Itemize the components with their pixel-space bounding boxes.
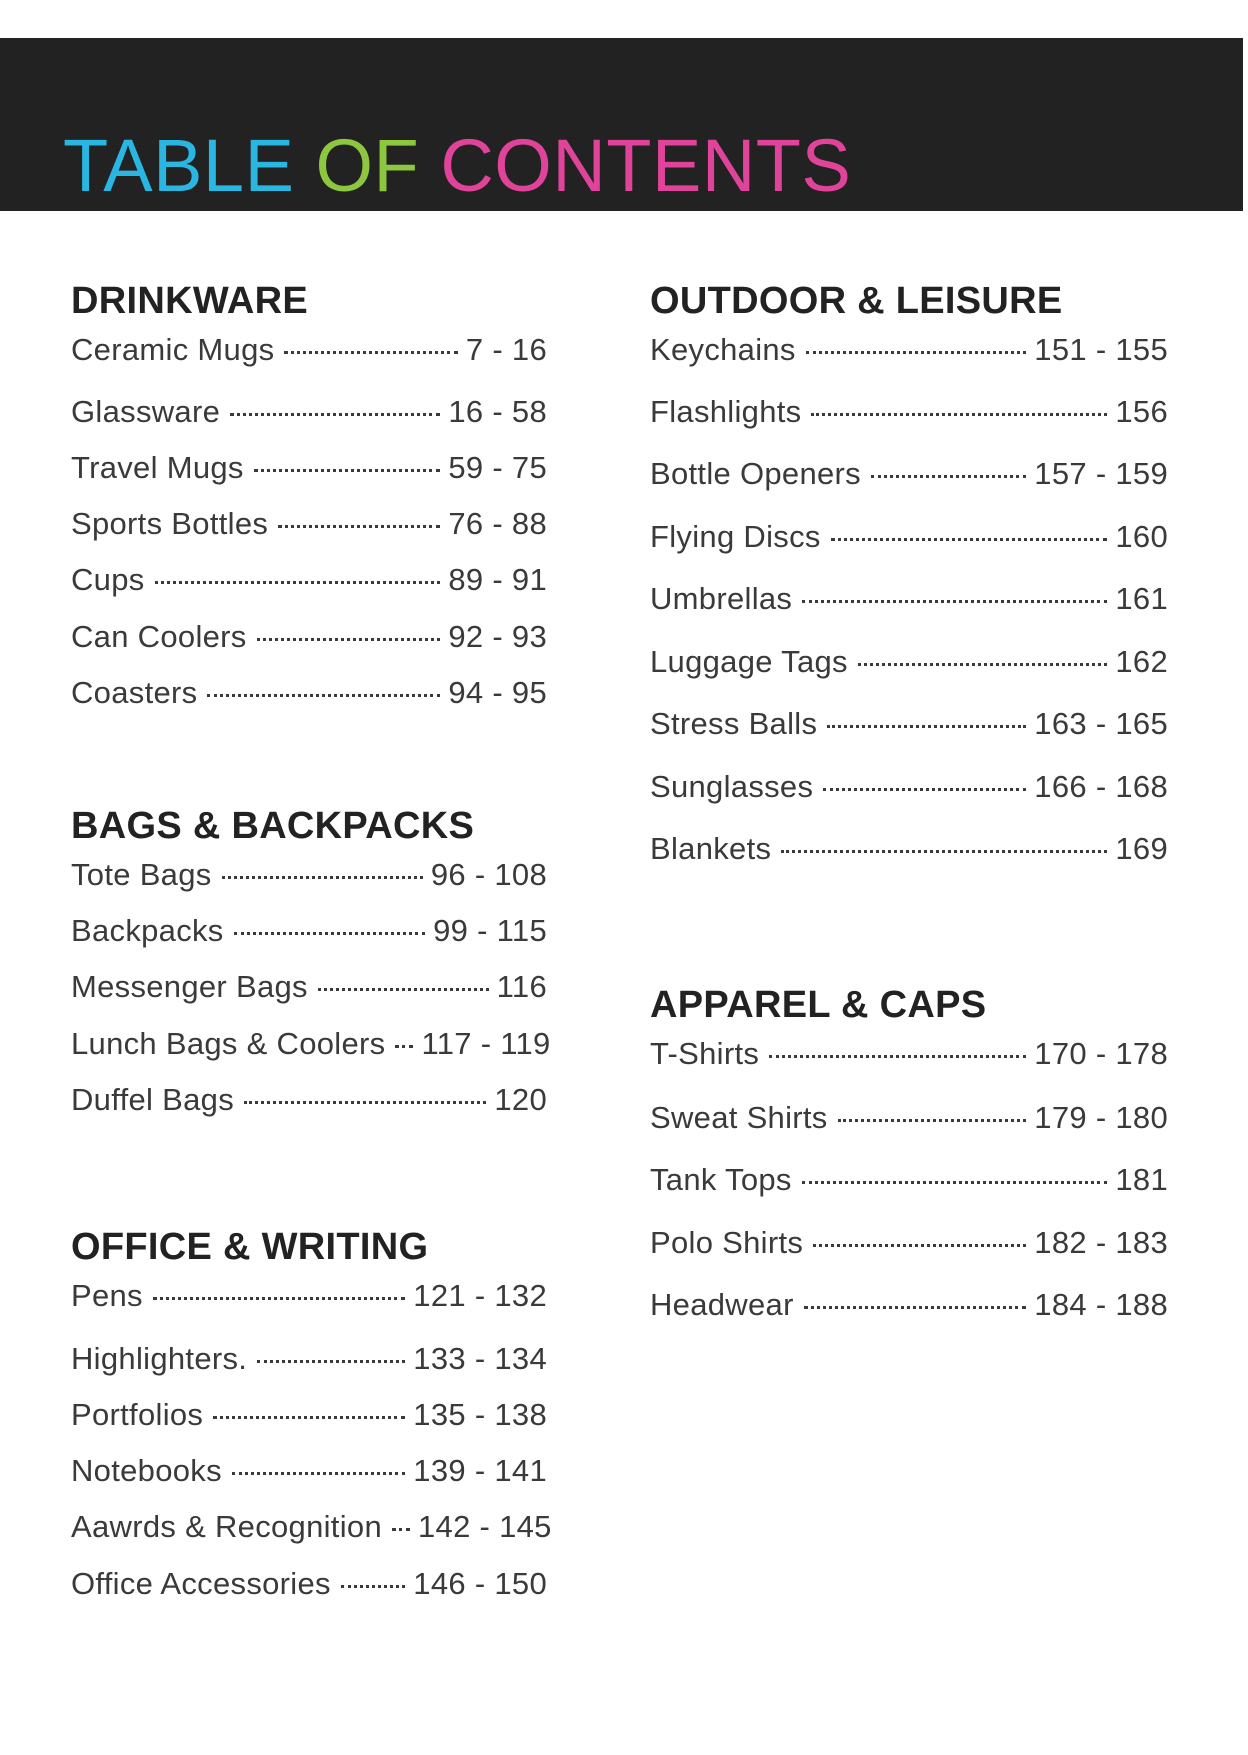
dot-leader — [858, 663, 1108, 666]
dot-leader — [222, 876, 423, 879]
entry-pages: 160 — [1115, 519, 1168, 554]
entry-pages: 59 - 75 — [448, 450, 547, 485]
toc-entry[interactable] — [71, 1081, 547, 1119]
toc-section — [71, 804, 551, 1117]
entry-pages: 169 — [1115, 831, 1168, 866]
entry-label: Luggage Tags — [650, 644, 848, 679]
dot-leader — [207, 694, 440, 697]
entry-pages: 151 - 155 — [1034, 332, 1168, 367]
title-banner — [0, 38, 1243, 211]
entry-label: Ceramic Mugs — [71, 332, 275, 367]
entry-label: Sports Bottles — [71, 506, 269, 541]
toc-section — [71, 1225, 552, 1601]
entry-pages: 184 - 188 — [1034, 1287, 1168, 1322]
dot-leader — [244, 1101, 486, 1104]
dot-leader — [395, 1045, 413, 1048]
toc-entry[interactable] — [650, 830, 1168, 868]
toc-entry[interactable] — [650, 1224, 1168, 1262]
entry-pages: 142 - 145 — [418, 1509, 552, 1544]
entry-pages: 170 - 178 — [1034, 1036, 1168, 1071]
entry-pages: 16 - 58 — [448, 394, 547, 429]
entry-label: Aawrds & Recognition — [71, 1509, 382, 1544]
entry-label: Keychains — [650, 332, 796, 367]
entry-pages: 146 - 150 — [413, 1566, 547, 1601]
entry-pages: 76 - 88 — [448, 506, 547, 541]
toc-entry[interactable] — [650, 1099, 1168, 1137]
entry-label: Umbrellas — [650, 581, 793, 616]
entry-label: Tote Bags — [71, 857, 212, 892]
entry-pages: 179 - 180 — [1034, 1100, 1168, 1135]
entry-pages: 139 - 141 — [413, 1453, 547, 1488]
entry-pages: 163 - 165 — [1034, 706, 1168, 741]
section-heading: OFFICE & WRITING — [71, 1226, 429, 1268]
toc-entry[interactable] — [71, 505, 547, 543]
entry-label: Duffel Bags — [71, 1082, 234, 1117]
toc-entry[interactable] — [71, 618, 547, 656]
toc-entry[interactable] — [650, 1286, 1168, 1324]
toc-entry[interactable] — [71, 912, 547, 950]
dot-leader — [254, 469, 441, 472]
entry-label: Flashlights — [650, 394, 802, 429]
toc-entry[interactable] — [71, 674, 547, 712]
toc-entry[interactable] — [71, 1340, 547, 1378]
dot-leader — [802, 1181, 1108, 1184]
entry-pages: 162 — [1115, 644, 1168, 679]
section-heading: BAGS & BACKPACKS — [71, 805, 475, 847]
entry-label: Blankets — [650, 831, 772, 866]
dot-leader — [257, 638, 441, 641]
entry-label: Travel Mugs — [71, 450, 244, 485]
dot-leader — [838, 1119, 1027, 1122]
entry-label: Polo Shirts — [650, 1225, 804, 1260]
entry-pages: 166 - 168 — [1034, 769, 1168, 804]
entry-label: Flying Discs — [650, 519, 821, 554]
entry-pages: 135 - 138 — [413, 1397, 547, 1432]
entry-pages: 117 - 119 — [421, 1026, 551, 1061]
entry-pages: 92 - 93 — [448, 619, 547, 654]
toc-section — [71, 279, 547, 710]
entry-pages: 181 — [1115, 1162, 1168, 1197]
page-title — [63, 124, 851, 208]
entry-pages: 121 - 132 — [413, 1278, 547, 1313]
dot-leader — [802, 600, 1107, 603]
entry-label: Stress Balls — [650, 706, 818, 741]
entry-pages: 133 - 134 — [413, 1341, 547, 1376]
dot-leader — [806, 351, 1027, 354]
toc-section — [650, 983, 1168, 1322]
entry-pages: 96 - 108 — [430, 857, 547, 892]
dot-leader — [827, 725, 1026, 728]
toc-entry[interactable] — [650, 643, 1168, 681]
toc-entry[interactable] — [71, 1396, 547, 1434]
entry-label: Portfolios — [71, 1397, 204, 1432]
title-word-of: OF — [315, 124, 420, 207]
entry-label: Pens — [71, 1278, 143, 1313]
dot-leader — [153, 1297, 405, 1300]
dot-leader — [234, 932, 426, 935]
title-word-contents: CONTENTS — [440, 124, 852, 207]
entry-label: Backpacks — [71, 913, 224, 948]
entry-label: Notebooks — [71, 1453, 222, 1488]
toc-entry[interactable] — [650, 705, 1168, 743]
dot-leader — [392, 1528, 410, 1531]
toc-entry[interactable] — [650, 1035, 1168, 1073]
entry-label: Bottle Openers — [650, 456, 861, 491]
entry-label: Cups — [71, 562, 145, 597]
dot-leader — [284, 351, 458, 354]
toc-entry[interactable] — [650, 518, 1168, 556]
dot-leader — [155, 581, 441, 584]
toc-entry[interactable] — [71, 1565, 547, 1603]
entry-pages: 89 - 91 — [448, 562, 547, 597]
section-heading: OUTDOOR & LEISURE — [650, 280, 1063, 322]
entry-pages: 161 — [1115, 581, 1168, 616]
toc-entry[interactable] — [71, 561, 547, 599]
entry-label: Can Coolers — [71, 619, 247, 654]
entry-label: Headwear — [650, 1287, 794, 1322]
entry-pages: 116 — [496, 969, 547, 1004]
toc-entry[interactable] — [71, 856, 547, 894]
entry-pages: 94 - 95 — [448, 675, 547, 710]
dot-leader — [257, 1360, 405, 1363]
dot-leader — [811, 413, 1107, 416]
entry-label: Coasters — [71, 675, 198, 710]
title-word-table: TABLE — [63, 124, 295, 207]
toc-entry[interactable] — [650, 1161, 1168, 1199]
dot-leader — [823, 788, 1026, 791]
toc-entry[interactable] — [71, 968, 547, 1006]
entry-pages: 156 — [1115, 394, 1168, 429]
dot-leader — [278, 525, 440, 528]
toc-section — [650, 279, 1168, 866]
dot-leader — [813, 1244, 1026, 1247]
entry-label: T-Shirts — [650, 1036, 760, 1071]
entry-label: Messenger Bags — [71, 969, 308, 1004]
toc-entry[interactable] — [71, 1277, 547, 1315]
entry-pages: 182 - 183 — [1034, 1225, 1168, 1260]
dot-leader — [213, 1416, 405, 1419]
toc-entry[interactable] — [650, 768, 1168, 806]
toc-entry[interactable] — [650, 455, 1168, 493]
dot-leader — [781, 850, 1107, 853]
toc-entry[interactable] — [71, 331, 547, 369]
entry-pages: 99 - 115 — [433, 913, 547, 948]
dot-leader — [769, 1055, 1026, 1058]
entry-pages: 157 - 159 — [1034, 456, 1168, 491]
entry-pages: 120 — [494, 1082, 547, 1117]
toc-entry[interactable] — [650, 393, 1168, 431]
dot-leader — [318, 988, 489, 991]
entry-label: Sweat Shirts — [650, 1100, 828, 1135]
entry-label: Office Accessories — [71, 1566, 331, 1601]
toc-entry[interactable] — [650, 331, 1168, 369]
section-heading: APPAREL & CAPS — [650, 984, 987, 1026]
entry-label: Highlighters. — [71, 1341, 248, 1376]
toc-entry[interactable] — [71, 449, 547, 487]
entry-pages: 7 - 16 — [465, 332, 547, 367]
toc-entry[interactable] — [71, 393, 547, 431]
dot-leader — [871, 475, 1026, 478]
toc-entry[interactable] — [650, 580, 1168, 618]
entry-label: Lunch Bags & Coolers — [71, 1026, 386, 1061]
dot-leader — [831, 538, 1108, 541]
toc-entry[interactable] — [71, 1025, 551, 1063]
dot-leader — [230, 413, 440, 416]
entry-label: Tank Tops — [650, 1162, 792, 1197]
dot-leader — [341, 1585, 405, 1588]
entry-label: Sunglasses — [650, 769, 814, 804]
section-heading: DRINKWARE — [71, 280, 309, 322]
dot-leader — [232, 1472, 405, 1475]
toc-entry[interactable] — [71, 1452, 547, 1490]
entry-label: Glassware — [71, 394, 221, 429]
toc-entry[interactable] — [71, 1508, 552, 1546]
dot-leader — [804, 1306, 1027, 1309]
